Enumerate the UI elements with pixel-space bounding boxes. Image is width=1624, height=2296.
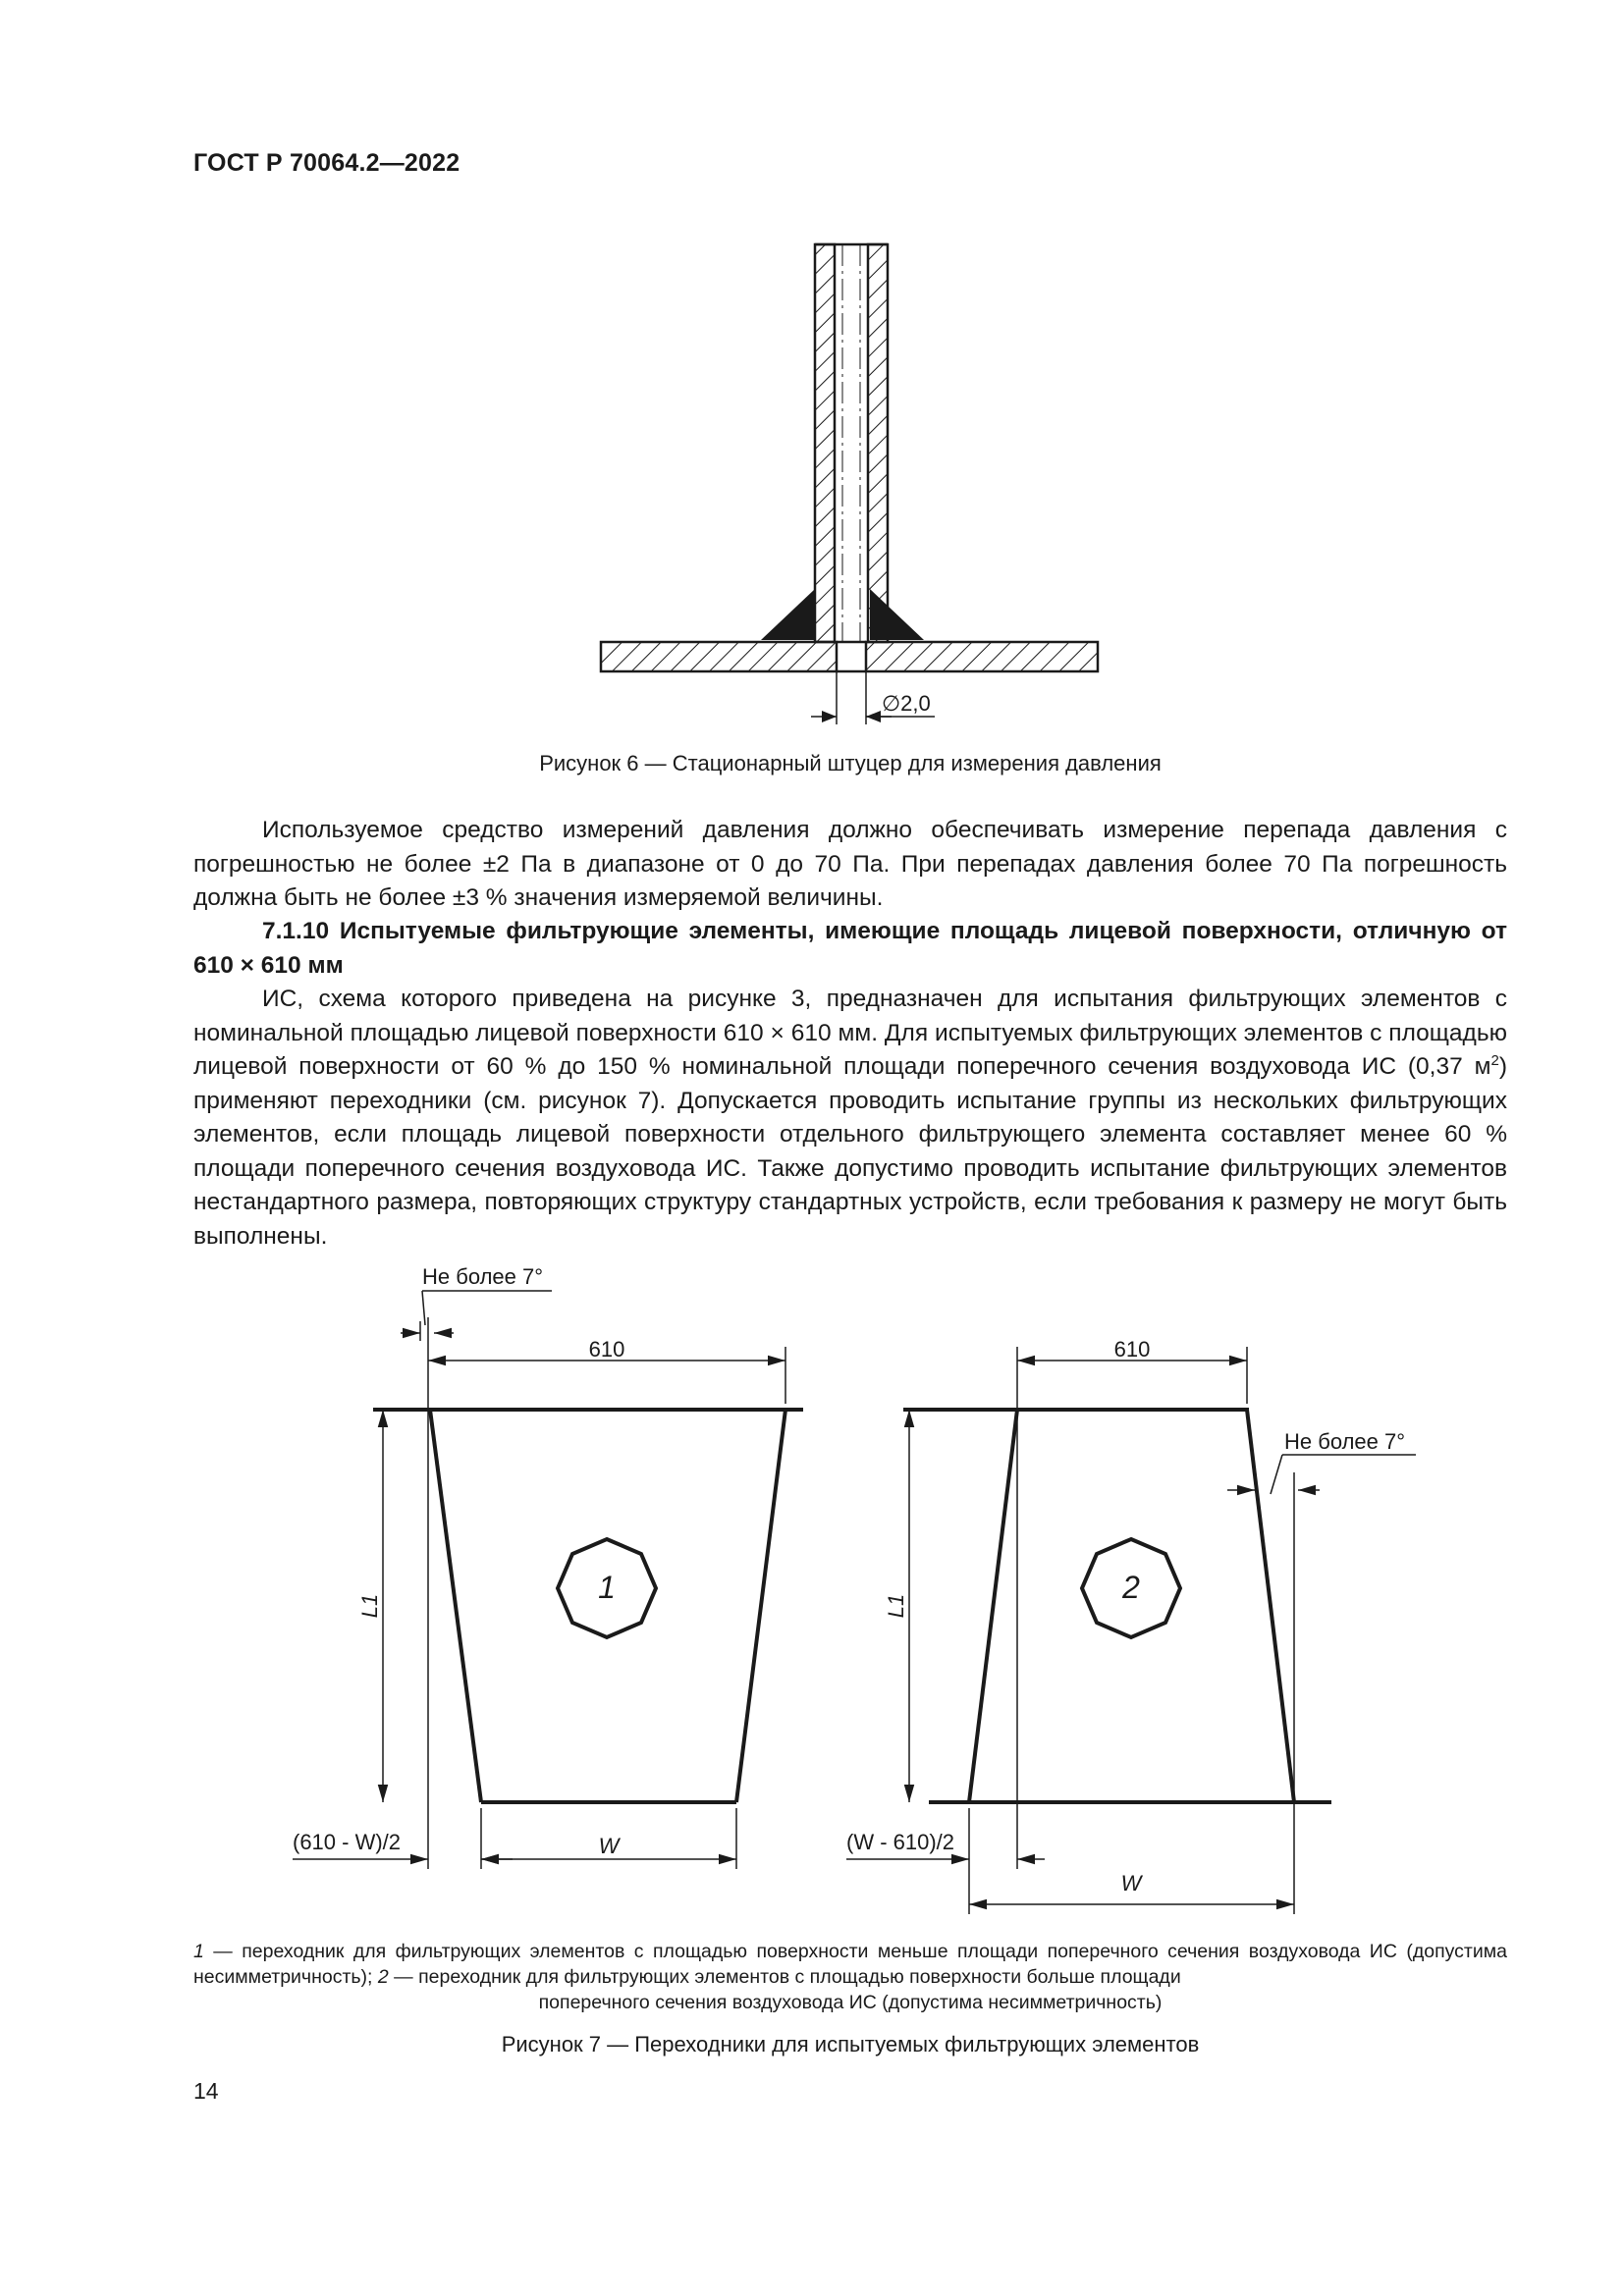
section-heading-7-1-10: 7.1.10 Испытуемые фильтрующие элементы, имеющие площадь лицевой поверхности, отличную от 610 × 610 мм bbox=[193, 918, 1507, 979]
paragraph-adapters: ИС, схема которого приведена на рисунке 3, предназначен для испытания фильтрующих элементов с номинальной площадью лицевой поверхности 610 × 610 мм. Для испытуемых фильтрующих элементов с площадью лицевой поверхности от 60 % до 150 % номинальной площади поперечного сечения воздуховода ИС (0,37 $м^2$) применяют переходники (см. рисунок 7). Допускается проводить испытание группы из нескольких фильтрующих элементов, если площадь лицевой поверхности отдельного фильтрующего элемента составляет менее 60 % площади поперечного сечения воздуховода ИС. Также допустимо проводить испытание фильтрующих элементов нестандартного размера, повторяющих структуру стандартных устройств, если требования к размеру не могут быть выполнены. bbox=[193, 986, 1507, 1250]
bore-diameter-label: ∅2,0 bbox=[882, 691, 931, 716]
angle-label-1: Не более 7° bbox=[422, 1264, 544, 1289]
figure-7-caption: Рисунок 7 — Переходники для испытуемых фильтрующих элементов bbox=[501, 2032, 1200, 2056]
bottom-width-dim-2: W bbox=[1120, 1871, 1142, 1896]
offset-dim-2: (W - 610)/2 bbox=[846, 1830, 955, 1854]
height-dim-1: L1 bbox=[357, 1593, 382, 1619]
bottom-width-dim-1: W bbox=[598, 1834, 620, 1858]
adapter-1 bbox=[293, 1264, 803, 1869]
paragraph-pressure-accuracy: Используемое средство измерений давления должно обеспечивать измерение перепада давления с погрешностью не более ±2 Па в диапазоне от 0 до 70 Па. При перепадах давления более 70 Па погрешность должна быть не более ±3 % значения измеряемой величины. bbox=[193, 817, 1507, 911]
figure-7-legend: 1 — переходник для фильтрующих элементов с площадью поверхности меньше площади поперечного сечения воздуховода ИС (допустима несимметричность); 2 — переходник для фильтрующих элементов с площадью поверхности больше площади поперечного сечения воздуховода ИС (допустима несимметричность) bbox=[193, 1941, 1507, 2013]
figure-6-caption: Рисунок 6 — Стационарный штуцер для измерения давления bbox=[539, 751, 1162, 775]
top-width-dim-1: 610 bbox=[588, 1337, 625, 1362]
top-width-dim-2: 610 bbox=[1113, 1337, 1151, 1362]
page-number: 14 bbox=[193, 2078, 219, 2104]
document-header: ГОСТ Р 70064.2—2022 bbox=[193, 149, 460, 177]
offset-dim-1: (610 - W)/2 bbox=[293, 1830, 402, 1854]
marker-label-2: 2 bbox=[1122, 1570, 1140, 1605]
adapter-2 bbox=[846, 1337, 1416, 1914]
height-dim-2: L1 bbox=[884, 1593, 908, 1619]
angle-label-2: Не более 7° bbox=[1284, 1429, 1406, 1454]
marker-label-1: 1 bbox=[598, 1570, 616, 1605]
